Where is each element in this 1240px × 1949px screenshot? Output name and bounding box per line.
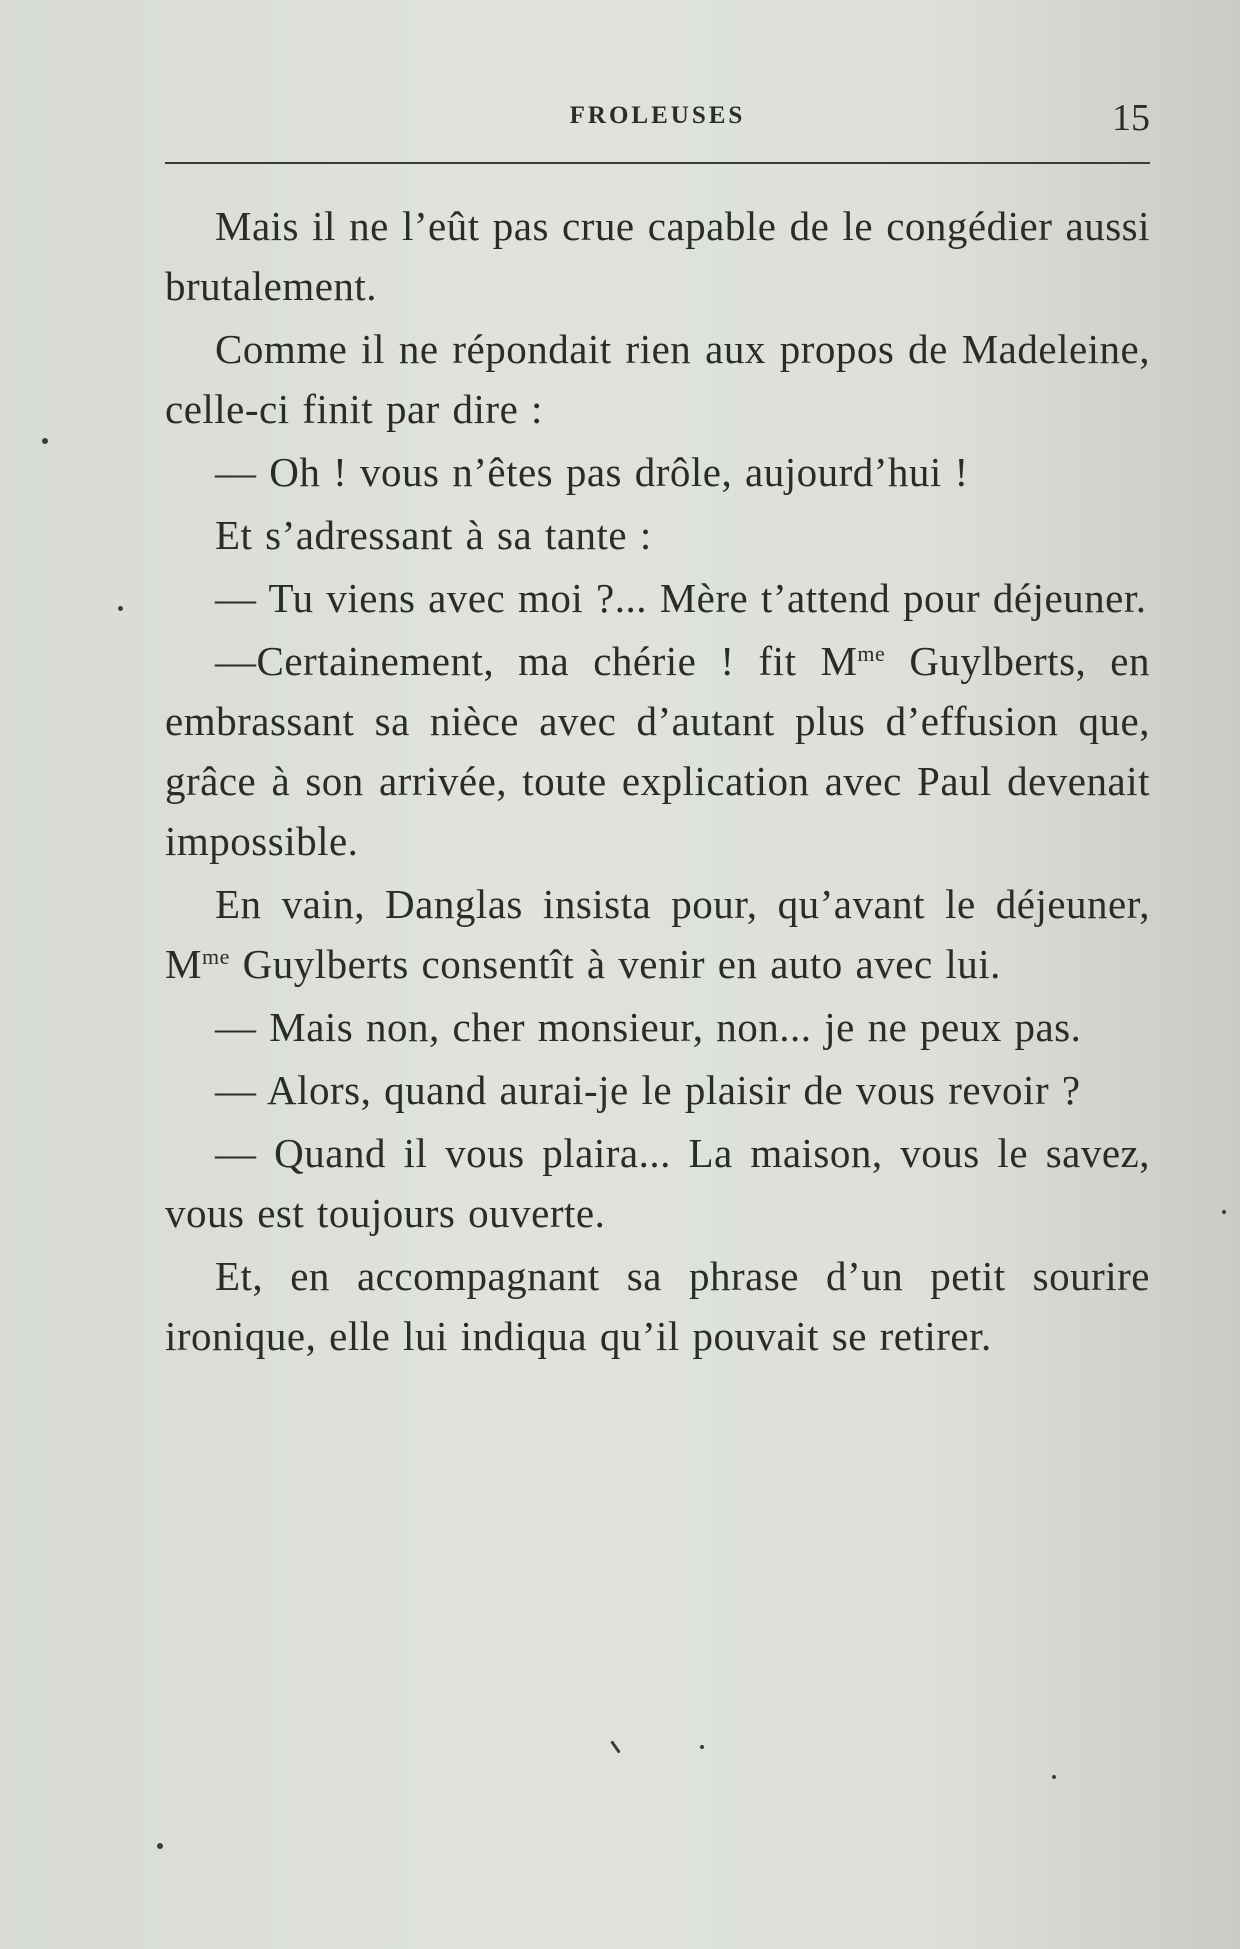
paragraph bbox=[165, 631, 1150, 871]
paper-speck bbox=[610, 1740, 620, 1753]
body-text bbox=[165, 196, 1150, 1369]
paper-speck bbox=[1052, 1775, 1056, 1779]
paragraph: Et s’adressant à sa tante : bbox=[215, 512, 652, 558]
abbreviation-superscript: me bbox=[857, 641, 886, 666]
paragraph-text: En vain, Danglas insista pour, qu’avant le déjeuner, M bbox=[165, 881, 1150, 987]
paragraph: — Alors, quand aurai-je le plaisir de vous revoir ? bbox=[215, 1067, 1081, 1113]
paper-speck bbox=[42, 438, 48, 444]
paragraph bbox=[165, 874, 1150, 994]
paper-speck bbox=[700, 1745, 704, 1749]
paragraph: — Tu viens avec moi ?... Mère t’attend pour déjeuner. bbox=[215, 575, 1147, 621]
page-header bbox=[165, 96, 1150, 144]
header-rule bbox=[165, 162, 1150, 164]
paragraph-text: Guylberts, en embrassant sa nièce avec d’autant plus d’effusion que, grâce à son arrivée, toute explication avec Paul devenait impossible. bbox=[165, 638, 1150, 864]
abbreviation-superscript: me bbox=[201, 944, 230, 969]
paragraph-text: Guylberts consentît à venir en auto avec lui. bbox=[229, 941, 1001, 987]
paper-speck bbox=[157, 1843, 163, 1849]
paragraph-text: —Certainement, ma chérie ! fit M bbox=[215, 638, 858, 684]
paragraph: — Quand il vous plaira... La maison, vous le savez, vous est toujours ouverte. bbox=[165, 1130, 1150, 1236]
paragraph: — Oh ! vous n’êtes pas drôle, aujourd’hui ! bbox=[215, 449, 969, 495]
paper-speck bbox=[1222, 1210, 1226, 1214]
page-number: 15 bbox=[1112, 97, 1150, 139]
paragraph: Mais il ne l’eût pas crue capable de le congédier aussi brutalement. bbox=[165, 203, 1150, 309]
paper-speck bbox=[118, 606, 123, 611]
paragraph: Comme il ne répondait rien aux propos de Madeleine, celle-ci finit par dire : bbox=[165, 326, 1150, 432]
paragraph: Et, en accompagnant sa phrase d’un petit sourire ironique, elle lui indiqua qu’il pouvait se retirer. bbox=[165, 1253, 1150, 1359]
paragraph: — Mais non, cher monsieur, non... je ne peux pas. bbox=[215, 1004, 1082, 1050]
running-title: FROLEUSES bbox=[569, 102, 746, 129]
